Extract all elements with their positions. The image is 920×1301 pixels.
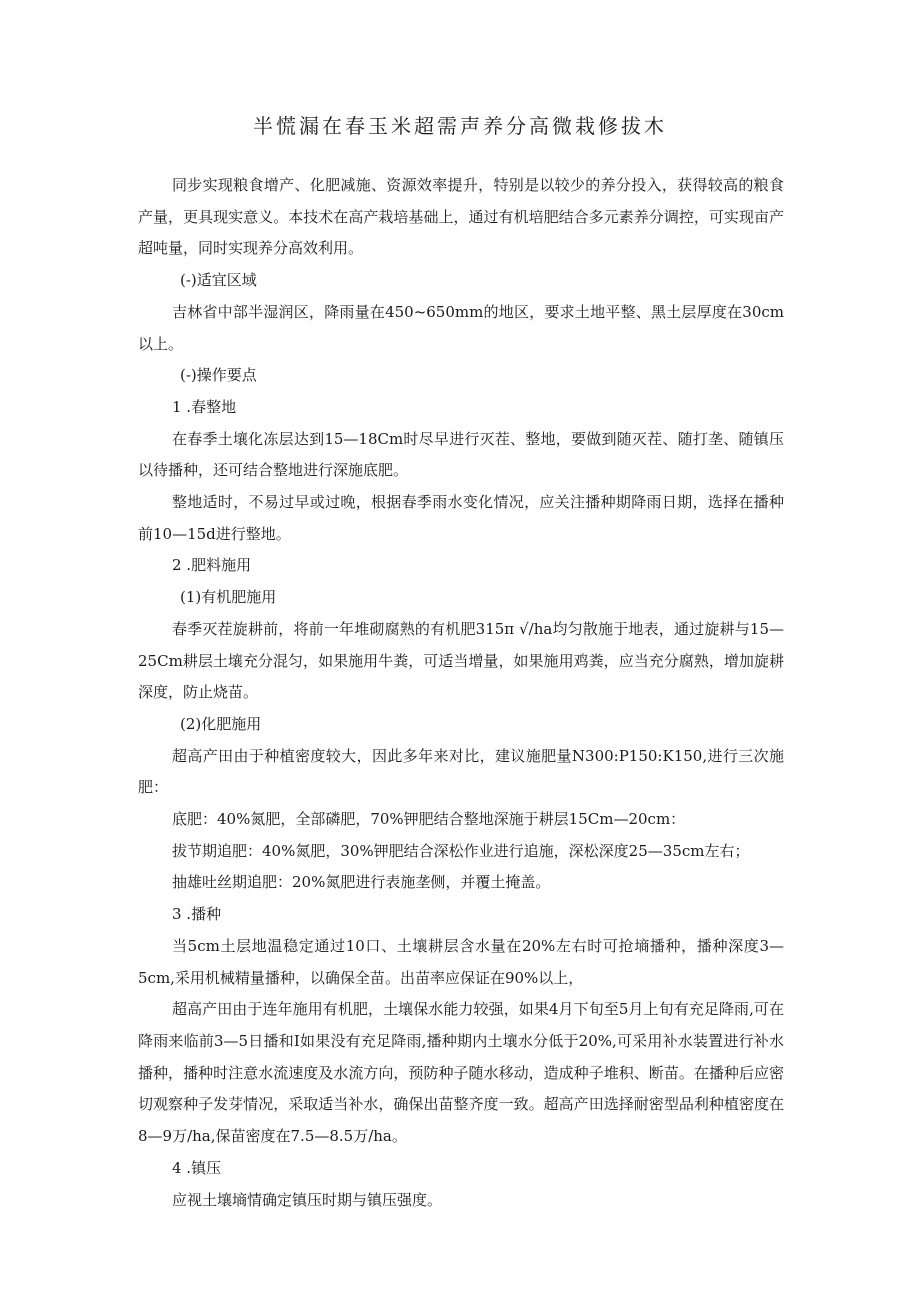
tillage-paragraph-1: 在春季土壤化冻层达到15—18Cm时尽早进行灭茬、整地，要做到随灭茬、随打垄、随镇压以待播种，还可结合整地进行深施底肥。 (138, 429, 784, 480)
step-heading-compaction: 4 .镇压 (172, 1158, 222, 1177)
region-paragraph: 吉林省中部半湿润区，降雨量在450~650mm的地区，要求土地平整、黑土层厚度在30cm以上。 (138, 302, 784, 353)
tasseling-topdress-line: 抽雄吐丝期追肥：20%氮肥进行表施垄侧，并覆土掩盖。 (172, 873, 551, 892)
document-body (138, 170, 784, 1216)
subheading-chemical-fertilizer: (2)化肥施用 (180, 714, 262, 733)
chemical-fertilizer-paragraph: 超高产田由于种植密度较大，因此多年来对比，建议施肥量N300:P150:K150,进行三次施肥： (138, 746, 784, 797)
section-heading-suitable-region: (-)适宜区域 (180, 271, 257, 290)
step-heading-fertilizer: 2 .肥料施用 (172, 556, 252, 575)
tillage-paragraph-2: 整地适时，不易过早或过晚，根据春季雨水变化情况，应关注播种期降雨日期，选择在播种前10—15d进行整地。 (138, 493, 784, 543)
base-fertilizer-line: 底肥：40%氮肥，全部磷肥，70%钾肥结合整地深施于耕层15Cm—20cm： (172, 810, 686, 829)
section-heading-operation-points: (-)操作要点 (180, 366, 257, 385)
compaction-paragraph: 应视土壤墒情确定镇压时期与镇压强度。 (172, 1190, 443, 1209)
jointing-topdress-line: 拔节期追肥：40%氮肥，30%钾肥结合深松作业进行追施，深松深度25—35cm左右； (172, 841, 750, 860)
subheading-organic-fertilizer: (1)有机肥施用 (180, 588, 277, 607)
sowing-paragraph-1: 当5cm土层地温稳定通过10口、土壤耕层含水量在20%左右时可抢墒播种，播种深度3—5cm,采用机械精量播种，以确保全苗。出苗率应保证在90%以上， (138, 936, 784, 987)
intro-paragraph: 同步实现粮食增产、化肥减施、资源效率提升，特别是以较少的养分投入，获得较高的粮食产量，更具现实意义。本技术在高产栽培基础上，通过有机培肥结合多元素养分调控，可实现亩产超吨量，同时实现养分高效利用。 (138, 176, 784, 258)
sowing-paragraph-2: 超高产田由于连年施用有机肥，土壤保水能力较强，如果4月下旬至5月上旬有充足降雨,可在降雨来临前3—5日播和I如果没有充足降雨,播种期内土壤水分低于20%,可采用补水装置进行补水播种，播种时注意水流速度及水流方向，预防种子随水移动，造成种子堆积、断苗。在播种后应密切观察种子发芽情况，采取适当补水，确保出苗整齐度一致。超高产田选择耐密型品利种植密度在8—9万/ha,保苗密度在7.5—8.5万/ha。 (138, 1000, 784, 1146)
step-heading-spring-tillage: 1 .春整地 (172, 397, 237, 416)
document-title: 半慌漏在春玉米超需声养分高微栽修拔木 (253, 114, 667, 138)
organic-fertilizer-paragraph: 春季灭茬旋耕前，将前一年堆砌腐熟的有机肥315π √/ha均匀散施于地表，通过旋耕与15—25Cm耕层土壤充分混匀，如果施用牛粪，可适当增量，如果施用鸡粪，应当充分腐熟，增加旋耕深度，防止烧苗。 (138, 619, 784, 702)
step-heading-sowing: 3 .播种 (172, 905, 222, 924)
